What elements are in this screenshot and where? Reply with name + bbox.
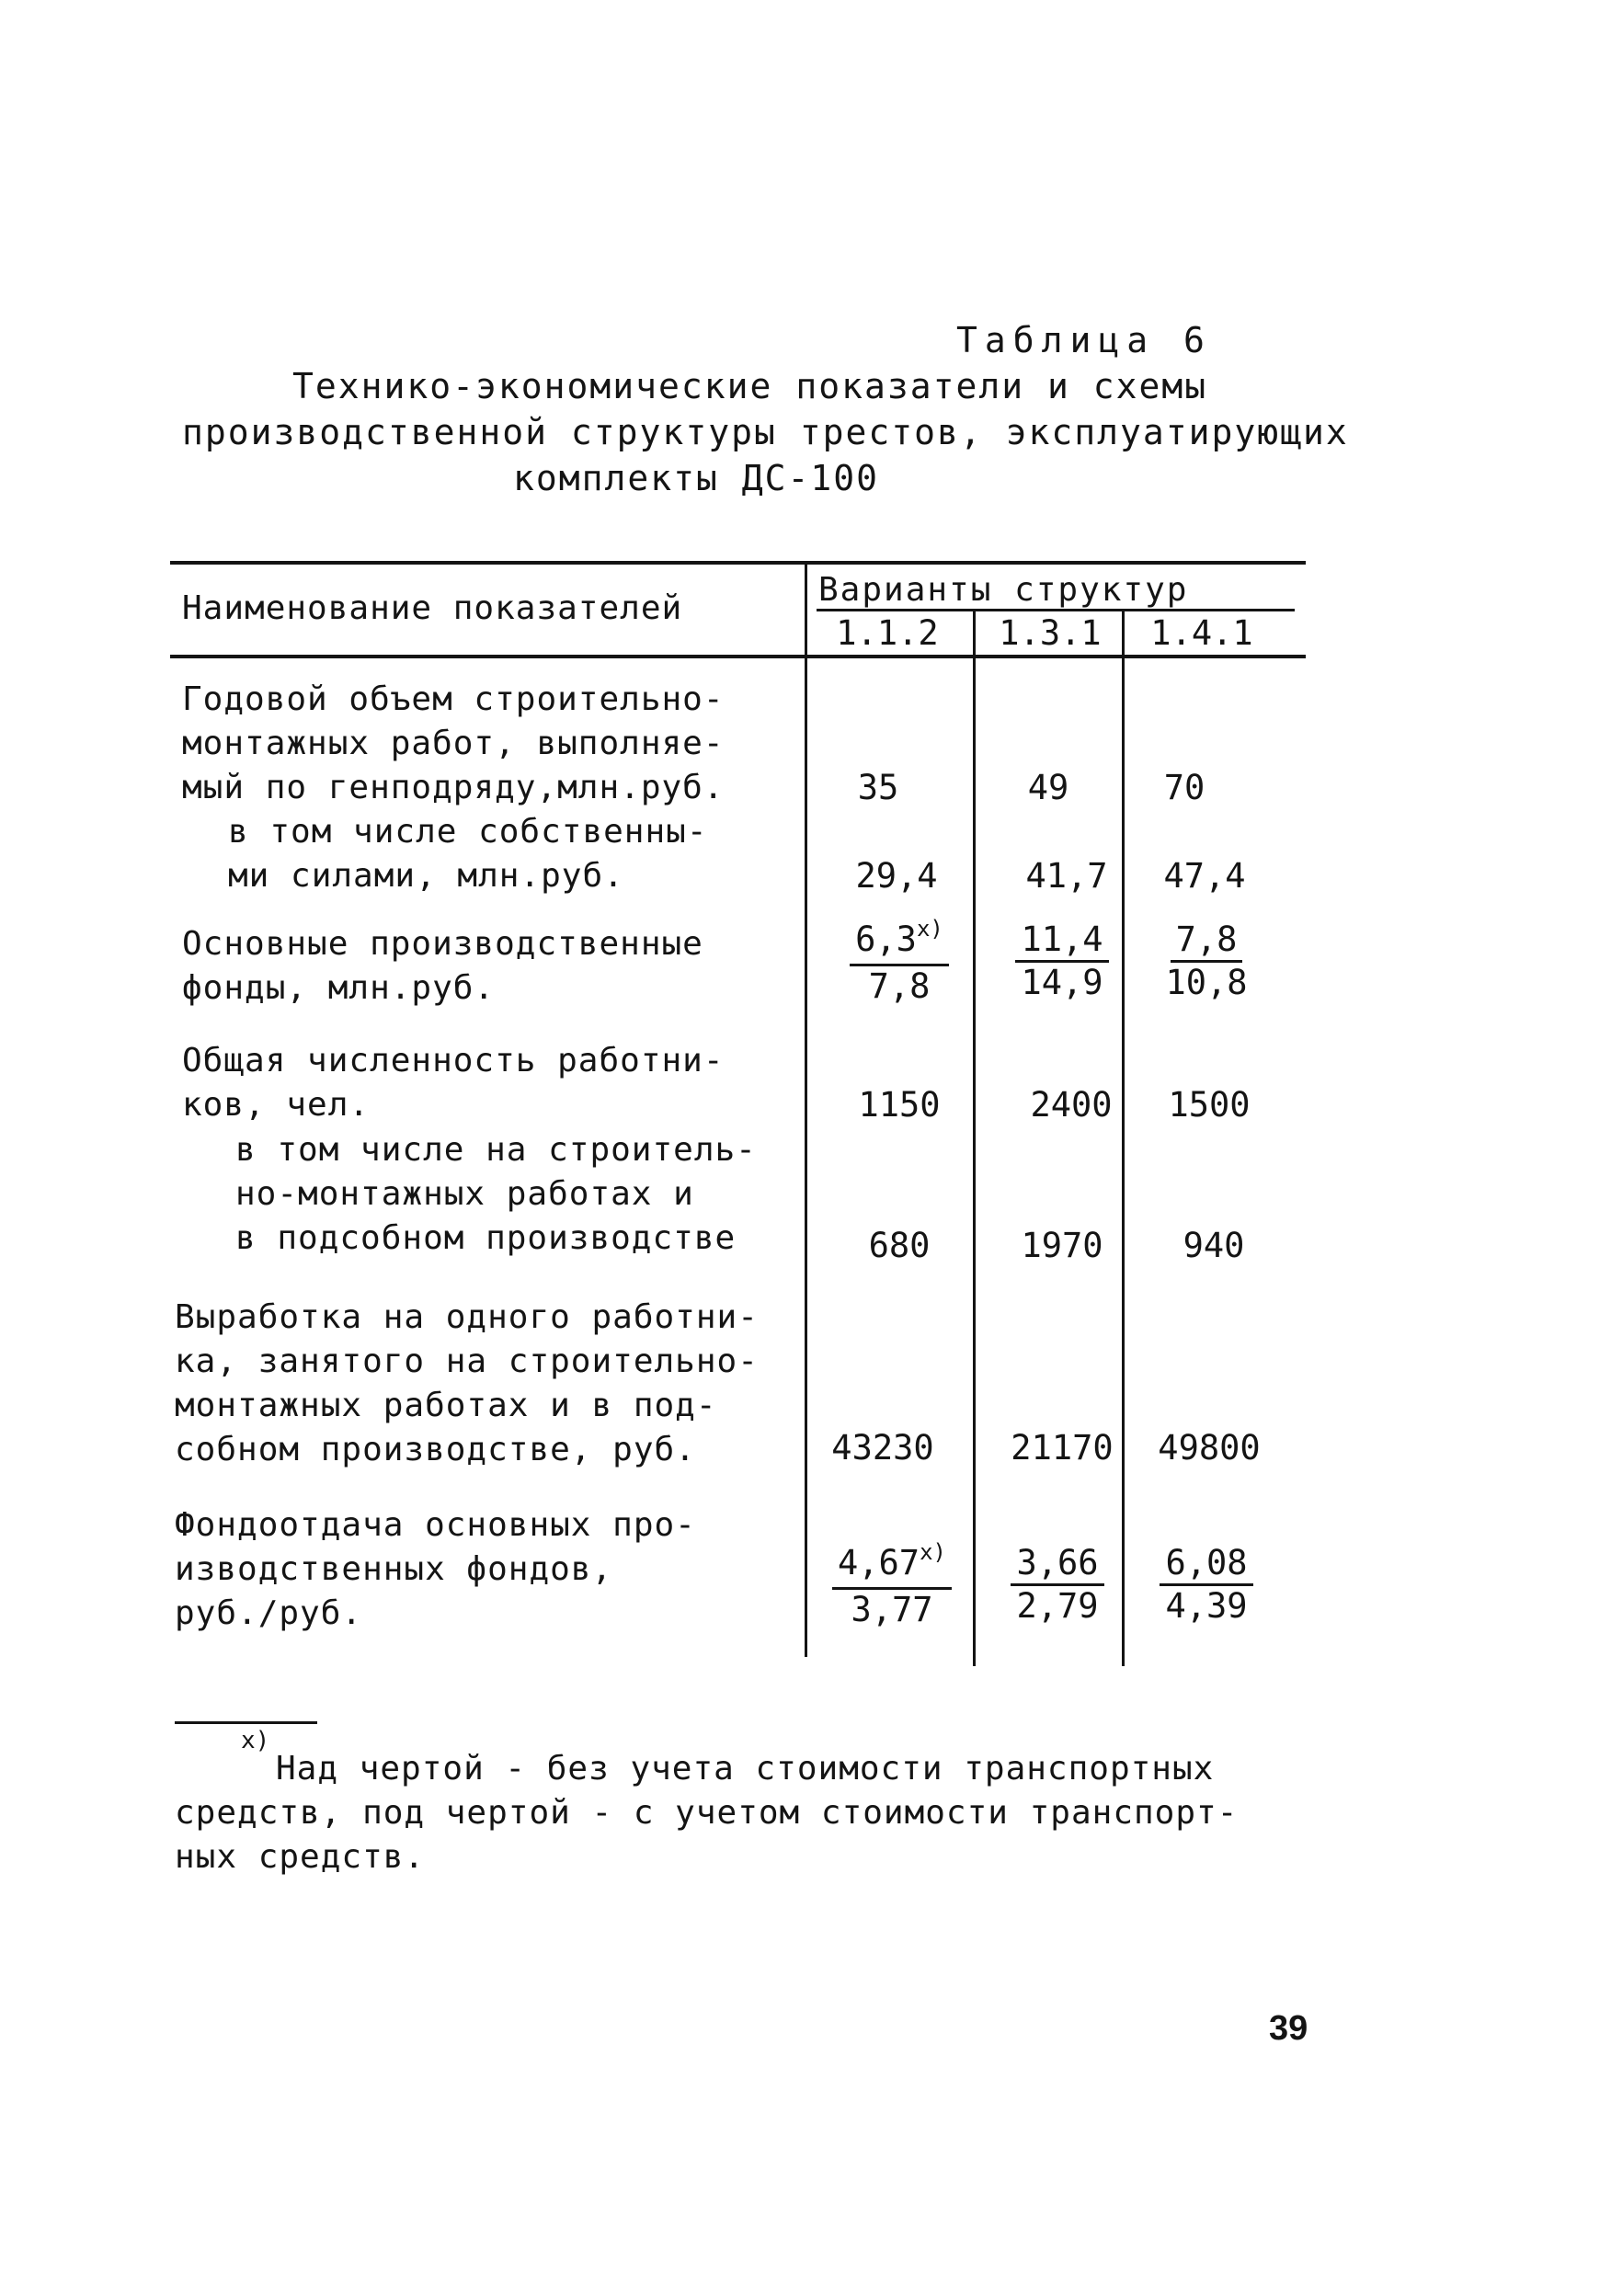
fraction-cell: $\frac{3,66}{2,79}$ [984,1543,1131,1627]
cell-value: 940 [1183,1226,1245,1265]
table-title-line-1: Технико-экономические показатели и схемы [292,366,1208,406]
cell-value: 2400 [1030,1085,1113,1125]
footnote-line-3: ных средств. [175,1838,426,1876]
cell-value: 29,4 [855,856,938,896]
row-label: монтажных работ, выполняе- [182,725,725,762]
column-divider-1 [805,563,807,1657]
cell-value: 21170 [1011,1428,1114,1468]
row-label: Выработка на одного работни- [175,1298,759,1336]
fraction-cell: $\frac{7,8}{10,8}$ [1165,920,1248,1002]
row-label: ми силами, млн.руб. [228,857,624,895]
cell-value: 680 [868,1226,931,1265]
row-label: руб./руб. [175,1594,363,1632]
footnote-line-1: Над чертой - без учета стоимости транспортных [276,1750,1215,1788]
row-label: ка, занятого на строительно- [175,1342,759,1380]
cell-value: 41,7 [1025,856,1108,896]
fraction-cell: $\frac{11,4}{14,9}$ [988,920,1136,1003]
row-label: ков, чел. [182,1086,371,1124]
row-label: в том числе на строитель- [235,1131,757,1169]
table-number: Таблица 6 [956,320,1212,360]
cell-value: 35 [857,768,899,807]
cell-value: 1150 [858,1085,941,1125]
row-label: Общая численность работни- [182,1042,725,1079]
fraction-cell: $\frac{6,3^{x)}}{7,8}$ [826,920,973,1007]
table-top-rule [170,561,1306,565]
column-header: 1.4.1 [1150,613,1253,653]
table-title-line-2: производственной структуры трестов, эксплуатирующих [182,412,1349,452]
column-header: 1.1.2 [836,613,939,653]
header-bottom-rule [170,655,1306,658]
footnote-separator [175,1721,317,1724]
footnote-marker: x) [241,1727,270,1754]
fraction-cell: $\frac{4,67^{x)}}{3,77}$ [818,1543,965,1630]
row-label: фонды, млн.руб. [182,969,496,1007]
row-label: Основные производственные [182,925,703,963]
header-indicator-name: Наименование показателей [182,589,683,627]
header-structure-variants: Варианты структур [818,571,1189,609]
cell-value: 1970 [1021,1226,1103,1265]
row-label: монтажных работах и в под- [175,1387,717,1424]
row-label: Фондоотдача основных про- [175,1506,696,1544]
cell-value: 1500 [1168,1085,1251,1125]
row-label: Годовой объем строительно- [182,680,725,718]
row-label: мый по генподряду,млн.руб. [182,769,725,806]
row-label: в том числе собственны- [228,813,708,851]
column-header: 1.3.1 [999,613,1102,653]
cell-value: 47,4 [1163,856,1246,896]
row-label: собном производстве, руб. [175,1431,696,1468]
cell-value: 70 [1163,768,1205,807]
cell-value: 49800 [1158,1428,1261,1468]
cell-value: 49 [1027,768,1069,807]
row-label: в подсобном производстве [235,1219,737,1257]
table-title-line-3: комплекты ДС-100 [513,458,880,498]
row-label: но-монтажных работах и [235,1175,694,1213]
row-label: изводственных фондов, [175,1550,613,1588]
footnote-line-2: средств, под чертой - с учетом стоимости транспорт- [175,1794,1239,1832]
fraction-cell: $\frac{6,08}{4,39}$ [1133,1543,1280,1627]
cell-value: 43230 [831,1428,934,1468]
page-number: 39 [1269,2009,1308,2048]
